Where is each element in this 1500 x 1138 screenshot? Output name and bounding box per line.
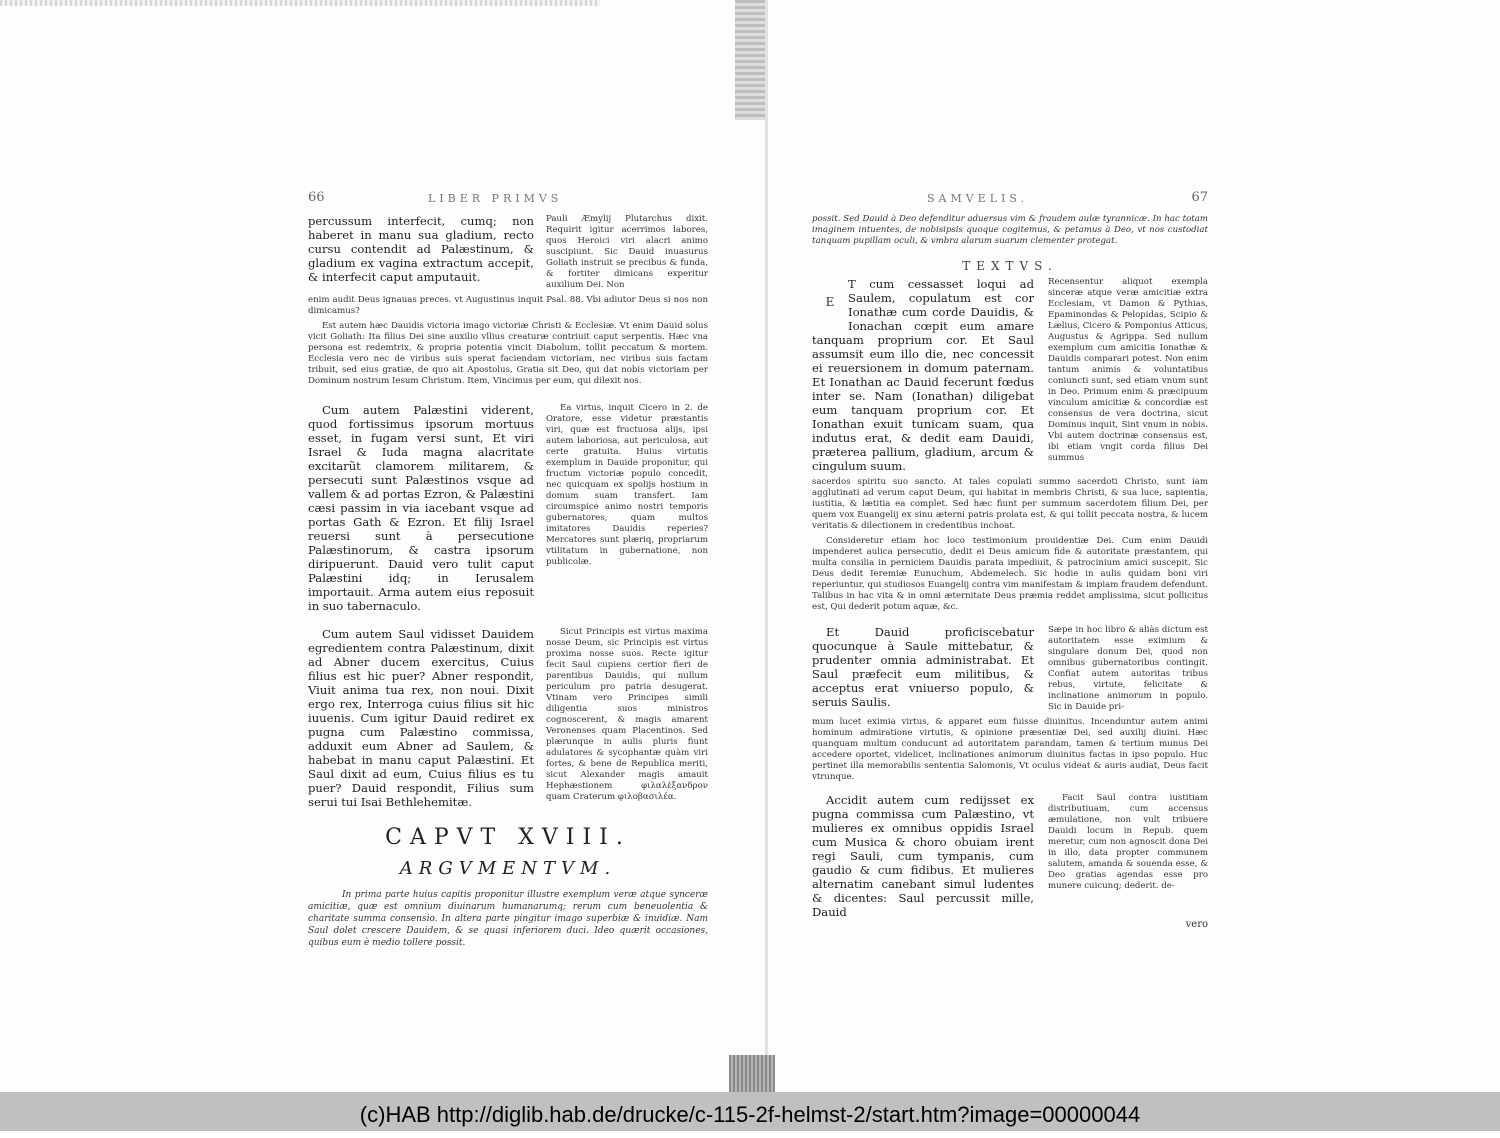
- left-block-1-text: percussum interfecit, cumq; non haberet in manu sua gladium, recto cursu contendit ad Palæstinum, & gladium ex vagina extractum accepit, & interfecit caput amputauit.: [308, 214, 534, 284]
- left-block-1-note-2: Est autem hæc Dauidis victoria imago victoriæ Christi & Ecclesiæ. Vt enim Dauid solus vicit Goliath: Ita filius Dei sine auxilio vllius creaturæ contriuit caput serpentis. Hæc vna persona est redemtrix, & propria potentia vincit Diabolum, tollit peccatum & mortem. Ecclesia vero nec de viribus suis sperat faciendam victoriam, nec viribus suis factam tribuit, sed eius gratiæ, de quo ait Apostolus, Gratia sit Deo, qui dat nobis victoriam per Dominum nostrum Iesum Christum. Item, Vincimus per eum, qui dilexit nos.: [308, 321, 708, 386]
- textus-heading: TEXTVS.: [962, 259, 1058, 273]
- right-block-3-gloss: Facit Saul contra iustitiam distributiuam, cum accensus æmulatione, non vult tribuere Dauidi locum in Repub. quem meretur, cum non agnoscit dona Dei in illo, data propter communem salutem, amanda & souenda esse, & Deo gratias agendas esse pro munere cuicunq; dederit. de-: [1048, 793, 1208, 891]
- left-block-2-text: Cum autem Palæstini viderent, quod fortissimus ipsorum mortuus esset, in fugam versi sunt, Et viri Israel & Iuda magna alacritate excitarũt clamorem militarem, & persecuti sunt Palæstinos vsque ad vallem & ad portas Ezron, & Palæstini cæsi passim in via iacebant vsque ad portas Gath & Ezron. Et filij Israel reuersi sunt à persecutione Palæstinorum, & castra ipsorum diripuerunt. Dauid vero tulit caput Palæstini idq; in Ierusalem importauit. Arma autem eius reposuit in suo tabernaculo.: [308, 403, 534, 613]
- argument-text: In prima parte huius capitis proponitur illustre exemplum veræ atque synceræ amicitiæ, quæ est omnium diuinarum humanarumq; rerum cum beneuolentia & charitate summa consensio. In altera parte pingitur imago superbiæ & inuidiæ. Nam Saul dolet crescere Dauidem, & se quasi inferiorem duci. Ideo quærit occasiones, quibus eum è medio tollere possit.: [308, 890, 708, 948]
- right-running-title: SAMVELIS.: [927, 192, 1029, 205]
- scan-edge-smudge: [0, 0, 600, 6]
- right-block-3: [812, 793, 1208, 919]
- right-page: [812, 190, 1208, 930]
- right-block-2-note: mum lucet eximia virtus, & apparet eum fuisse diuinitus. Incenduntur autem animi hominum admiratione virtutis, & opinione præsentiæ Dei, sed auxilij diuini. Hæc quanquam multum conducunt ad autoritatem parandam, tamen & tertium munus Dei accedere oportet, videlicet, inclinationes animorum diuinitus factas in ipso populo. Huc pertinet illa memorabilis sententia Salomonis, Vt oculus videat & auris audiat, Deus facit vtrunque.: [812, 717, 1208, 782]
- right-page-number: 67: [1191, 190, 1208, 205]
- right-block-2-gloss: Sæpe in hoc libro & aliàs dictum est autoritatem esse eximium & singulare donum Dei, quod non omnibus gubernatoribus contingit. Confiat autem autoritas tribus rebus, virtute, felicitate & inclinatione animorum in populo. Sic in Dauide pri-: [1048, 625, 1208, 712]
- right-block-2-text: Et Dauid proficiscebatur quocunque à Saule mittebatur, & prudenter omnia administrabat. Et Saul præfecit eum militibus, & acceptus erat vniuerso populo, & seruis Saulis.: [812, 625, 1034, 709]
- left-page: [308, 190, 708, 949]
- left-block-2: [308, 403, 708, 613]
- right-intro-text: possit. Sed Dauid à Deo defenditur aduersus vim & fraudem aulæ tyrannicæ. In hac totam imaginem intuentes, de nobisipsis quoque cogitemus, & petamus à Deo, vt nos custodiat tanquam pupillam oculi, & vmbra alarum suarum clementer protegat.: [812, 214, 1208, 246]
- argument-title: ARGVMENTVM.: [399, 858, 617, 879]
- right-block-1-note-2: Consideretur etiam hoc loco testimonium prouidentiæ Dei. Cum enim Dauidi impenderet aulica persecutio, dedit ei Deus amicum fide & autoritate præstantem, qui multa consilia in perniciem Dauidis parata impediuit, & patrocinium amici suscepit. Sic Deus dedit Ieremiæ Eunuchum, Abdemelech. Sic hodie in aulis quidam boni viri reperiuntur, qui studiosos Euangelij contra vim manifestam & impiam fraudem defendunt. Talibus in hac vita & in omni æternitate Deus præmia reddet amplissima, sicut pollicitus est, Qui dederit potum aquæ, &c.: [812, 536, 1208, 612]
- left-running-head: [308, 190, 708, 210]
- gutter-shadow-top: [735, 0, 765, 120]
- copyright-footer: (c)HAB http://diglib.hab.de/drucke/c-115-2f-helmst-2/start.htm?image=00000044: [0, 1092, 1500, 1131]
- book-gutter: [765, 0, 768, 1092]
- right-block-3-text: Accidit autem cum redijsset ex pugna commissa cum Palæstino, vt mulieres ex omnibus oppidis Israel cum Musica & choro obuiam irent regi Sauli, cum tympanis, cum gaudio & cum fidibus. Et mulieres alternatim canebant simul ludentes & dicentes: Saul percussit mille, Dauid: [812, 793, 1034, 919]
- left-block-2-gloss: Ea virtus, inquit Cicero in 2. de Oratore, esse videtur præstantis viri, quæ est fructuosa alijs, ipsi autem laboriosa, aut periculosa, aut certe gratuita. Huius virtutis exemplum in Dauide proponitur, qui fructum victoriæ populo concedit, nec quicquam ex spolijs hostium in domum suam transfert. Iam circumspice animo nostri temporis gubernatores, quam multos imitatores Dauidis reperies? Mercatores sunt plæriq, propriarum vtilitatum in gubernatione, non publicolæ.: [546, 403, 708, 567]
- right-block-1-gloss: Recensentur aliquot exempla sinceræ atque veræ amicitiæ extra Ecclesiam, vt Damon & Pythias, Epaminondas & Pelopidas, Scipio & Lælius, Cicero & Pomponius Atticus, Augustus & Agrippa. Sed nullum exemplum cum amicitia Ionathæ & Dauidis comparari potest. Non enim tantum animis & voluntatibus coniuncti sunt, sed etiam vnum sunt in Deo. Primum enim & præcipuum vinculum amicitiæ & concordiæ est consensus de vera doctrina, sicut Dominus inquit, Sint vnum in nobis. Vbi autem doctrinæ consensus est, ibi etiam vngit corda filius Dei summus: [1048, 277, 1208, 463]
- right-block-1-note: sacerdos spiritu suo sancto. At tales copulati summo sacerdoti Christo, sunt iam agglutinati ad verum caput Deum, qui habitat in membris Christi, & sua luce, sapientia, iustitia, & lætitia ea complet. Sed hæc fiunt per summum sacerdotem filium Dei, per quem vox Euangelij ex sinu æterni patris prolata est, & qui tollit peccata nostra, & lucem veritatis & dilectionem in credentibus inchoat.: [812, 477, 1208, 531]
- right-block-1: [812, 277, 1208, 473]
- left-page-number: 66: [308, 190, 325, 205]
- left-block-1-note: enim audit Deus ignauas preces. vt Augustinus inquit Psal. 88. Vbi adiutor Deus si nos non dimicamus?: [308, 295, 708, 316]
- left-block-3-text: Cum autem Saul vidisset Dauidem egredientem contra Palæstinum, dixit ad Abner ducem exercitus, Cuius filius est hic puer? Abner respondit, Viuit anima tua rex, non noui. Dixit ergo rex, Interroga cuius filius sit hic iuuenis. Cum igitur Dauid rediret ex pugna cum Palæstino commissa, adduxit eum Abner ad Saulem, & habebat in manu caput Palæstini. Et Saul dixit ad eum, Cuius filius es tu puer? Dauid respondit, Filius sum serui tui Isai Bethlehemitæ.: [308, 627, 534, 809]
- right-block-1-text: T cum cessasset loqui ad Saulem, copulatum est cor Ionathæ cum corde Dauidis, & Ionachan cœpit eum amare tanquam proprium cor. Et Saul assumsit eum illo die, nec concessit ei reuersionem in domum paternam. Et Ionathan ac Dauid fecerunt fœdus inter se. Nam (Ionathan) diligebat eum tanquam proprium cor. Et Ionathan exuit tunicam suam, qua indutus erat, & dedit eam Dauidi, præterea pallium, gladium, arcum & cingulum suum.: [812, 277, 1034, 473]
- left-block-3-gloss: Sicut Principis est virtus maxima nosse Deum, sic Principis est virtus proxima nosse suos. Recte igitur fecit Saul cupiens certior fieri de parentibus Dauidis, qui nullum periculum pro patria desugerat. Vtinam vero Principes simili diligentia suos ministros cognoscerent, & magis amarent Veronenses quam Placentinos. Sed plærunque in aulis pluris fiunt adulatores & sycophantæ quàm viri fortes, & bene de Republica meriti, sicut Alexander magis amauit Hephæstionem φιλαλέξανδρον quam Craterum φιλοβασιλέα.: [546, 627, 708, 802]
- left-running-title: LIBER PRIMVS: [428, 192, 563, 205]
- left-block-3: [308, 627, 708, 809]
- left-block-1-gloss: Pauli Æmylij Plutarchus dixit. Requirit igitur acerrimos labores, quos Heroici viri alacri animo suscipiunt. Sic Dauid inuasurus Goliath instruit se precibus & funda, & fortiter dimicans experitur auxilium Dei. Non: [546, 214, 708, 290]
- left-block-1: [308, 214, 708, 291]
- right-block-1-text-wrap: [812, 277, 1034, 473]
- right-running-head: [812, 190, 1208, 210]
- initial-letter: E: [825, 295, 835, 309]
- catchword: vero: [1185, 919, 1208, 930]
- chapter-title: CAPVT XVIII.: [385, 825, 631, 850]
- gutter-shadow-bottom: [729, 1055, 775, 1092]
- right-block-2: [812, 625, 1208, 713]
